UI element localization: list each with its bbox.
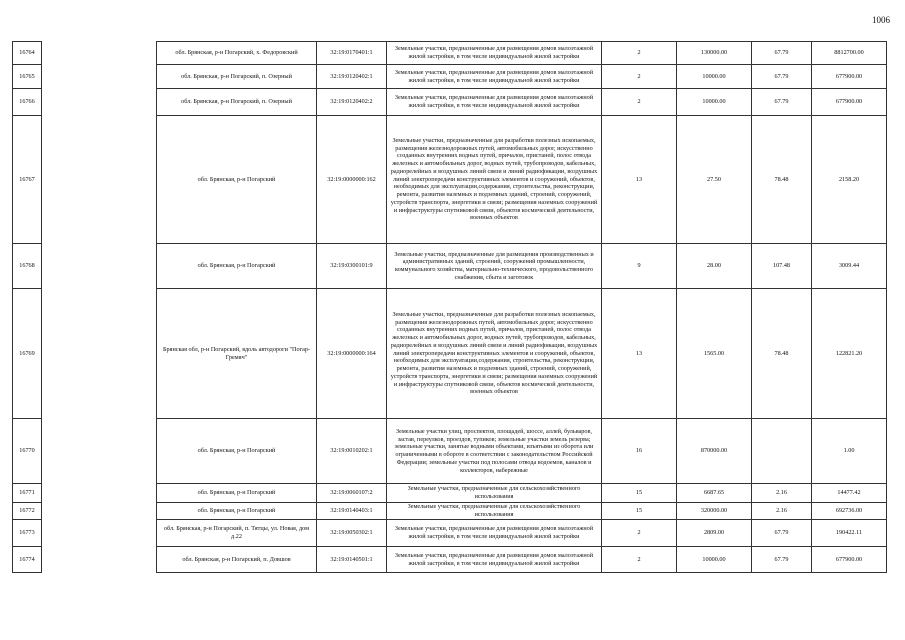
table-row xyxy=(13,116,887,244)
purpose-cell: Земельные участки, предназначенные для разработки полезных ископаемых, размещения железнодорожных путей, автомобильных дорог, искусственно созданных внутренних водных путей, причалов, пристаней, полос отвода железных и автомобильных дорог, водных путей, трубопроводов, кабельных, радиорелейных и воздушных линий связи и линий радиофикации, воздушных линий электропередачи конструктивных элементов и сооружений, объектов, необходимых для эксплуатации,содержания, строительства, реконструкции, ремонта, развития наземных и подземных зданий, строений, сооружений, устройств транспорта, энергетики и связи; размещения наземных сооружений и инфраструктуры спутниковой связи, объектов космической деятельности, военных объектов xyxy=(387,289,602,419)
area-cell: 10000.00 xyxy=(677,547,752,573)
address-cell: обл. Брянская, р-н Погарский xyxy=(157,503,317,520)
value-cell: 190422.11 xyxy=(812,520,887,547)
table-row xyxy=(13,89,887,116)
area-cell: 10000.00 xyxy=(677,89,752,116)
purpose-cell: Земельные участки, предназначенные для размещения домов малоэтажной жилой застройки, в том числе индивидуальной жилой застройки xyxy=(387,65,602,89)
table-row xyxy=(13,244,887,289)
row-id: 16772 xyxy=(13,503,42,520)
cadastral-number-cell: 32:19:0010202:1 xyxy=(317,419,387,484)
rate-cell: 78.48 xyxy=(752,116,812,244)
table-row xyxy=(13,42,887,65)
group-cell: 15 xyxy=(602,484,677,503)
cadastral-number-cell: 32:19:0300101:9 xyxy=(317,244,387,289)
purpose-cell: Земельные участки, предназначенные для размещения домов малоэтажной жилой застройки, в том числе индивидуальной жилой застройки xyxy=(387,42,602,65)
value-cell: 8812700.00 xyxy=(812,42,887,65)
group-cell: 2 xyxy=(602,42,677,65)
table-row xyxy=(13,419,887,484)
spacer-cell xyxy=(42,42,157,65)
value-cell: 2158.20 xyxy=(812,116,887,244)
purpose-cell: Земельные участки, предназначенные для размещения домов малоэтажной жилой застройки, в том числе индивидуальной жилой застройки xyxy=(387,547,602,573)
spacer-cell xyxy=(42,503,157,520)
cadastral-number-cell: 32:19:0050302:1 xyxy=(317,520,387,547)
spacer-cell xyxy=(42,520,157,547)
area-cell: 6687.65 xyxy=(677,484,752,503)
address-cell: обл. Брянская, р-н Погарский, п. Озерный xyxy=(157,89,317,116)
value-cell: 677900.00 xyxy=(812,65,887,89)
purpose-cell: Земельные участки, предназначенные для сельскохозяйственного использования xyxy=(387,484,602,503)
group-cell: 2 xyxy=(602,520,677,547)
group-cell: 13 xyxy=(602,289,677,419)
cadastral-number-cell: 32:19:0140403:1 xyxy=(317,503,387,520)
row-id: 16766 xyxy=(13,89,42,116)
area-cell: 870000.00 xyxy=(677,419,752,484)
rate-cell: 67.79 xyxy=(752,65,812,89)
spacer-cell xyxy=(42,547,157,573)
row-id: 16774 xyxy=(13,547,42,573)
table-row xyxy=(13,65,887,89)
address-cell: Брянская обл, р-н Погарский, вдоль автодороги "Погар-Гремяч" xyxy=(157,289,317,419)
cadastral-number-cell: 32:19:0000000:164 xyxy=(317,289,387,419)
purpose-cell: Земельные участки, предназначенные для разработки полезных ископаемых, размещения железнодорожных путей, автомобильных дорог, искусственно созданных внутренних водных путей, причалов, пристаней, полос отвода железных и автомобильных дорог, водных путей, трубопроводов, кабельных, радиорелейных и воздушных линий связи и линий радиофикации, воздушных линий электропередачи конструктивных элементов и сооружений, объектов, необходимых для эксплуатации,содержания, строительства, реконструкции, ремонта, развития наземных и подземных зданий, строений, сооружений, устройств транспорта, энергетики и связи; размещения наземных сооружений и инфраструктуры спутниковой связи, объектов космической деятельности, военных объектов xyxy=(387,116,602,244)
spacer-cell xyxy=(42,65,157,89)
group-cell: 2 xyxy=(602,65,677,89)
address-cell: обл. Брянская, р-н Погарский xyxy=(157,244,317,289)
spacer-cell xyxy=(42,419,157,484)
area-cell: 10000.00 xyxy=(677,65,752,89)
row-id: 16769 xyxy=(13,289,42,419)
cadastral-number-cell: 32:19:0060107:2 xyxy=(317,484,387,503)
group-cell: 15 xyxy=(602,503,677,520)
spacer-cell xyxy=(42,484,157,503)
value-cell: 692736.00 xyxy=(812,503,887,520)
address-cell: обл. Брянская, р-н Погарский xyxy=(157,116,317,244)
rate-cell: 67.79 xyxy=(752,42,812,65)
address-cell: обл. Брянская, р-н Погарский, п. Довшов xyxy=(157,547,317,573)
table-row xyxy=(13,289,887,419)
row-id: 16771 xyxy=(13,484,42,503)
row-id: 16770 xyxy=(13,419,42,484)
value-cell: 14477.42 xyxy=(812,484,887,503)
group-cell: 2 xyxy=(602,89,677,116)
rate-cell: 67.79 xyxy=(752,89,812,116)
table-row xyxy=(13,484,887,503)
value-cell: 677900.00 xyxy=(812,89,887,116)
cadastral-number-cell: 32:19:0120402:1 xyxy=(317,65,387,89)
table-row xyxy=(13,547,887,573)
address-cell: обл. Брянская, р-н Погарский, п. Озерный xyxy=(157,65,317,89)
spacer-cell xyxy=(42,116,157,244)
rate-cell: 78.48 xyxy=(752,289,812,419)
spacer-cell xyxy=(42,89,157,116)
purpose-cell: Земельные участки, предназначенные для размещения производственных и административных зданий, строений, сооружений промышленности, коммунального хозяйства, материально-технического, продовольственного снабжения, сбыта и заготовок xyxy=(387,244,602,289)
purpose-cell: Земельные участки, предназначенные для размещения домов малоэтажной жилой застройки, в том числе индивидуальной жилой застройки xyxy=(387,89,602,116)
cadastral-number-cell: 32:19:0170401:1 xyxy=(317,42,387,65)
cadastral-number-cell: 32:19:0120402:2 xyxy=(317,89,387,116)
row-id: 16765 xyxy=(13,65,42,89)
cadastral-number-cell: 32:19:0000000:162 xyxy=(317,116,387,244)
area-cell: 2809.00 xyxy=(677,520,752,547)
table-row xyxy=(13,503,887,520)
address-cell: обл. Брянская, р-н Погарский, п. Тятцы, ул. Новая, дом д.22 xyxy=(157,520,317,547)
address-cell: обл. Брянская, р-н Погарский, х. Федоровский xyxy=(157,42,317,65)
row-id: 16773 xyxy=(13,520,42,547)
address-cell: обл. Брянская, р-н Погарский xyxy=(157,419,317,484)
address-cell: обл. Брянская, р-н Погарский xyxy=(157,484,317,503)
group-cell: 2 xyxy=(602,547,677,573)
row-id: 16764 xyxy=(13,42,42,65)
row-id: 16767 xyxy=(13,116,42,244)
area-cell: 27.50 xyxy=(677,116,752,244)
page-number: 1006 xyxy=(872,15,890,25)
group-cell: 9 xyxy=(602,244,677,289)
spacer-cell xyxy=(42,289,157,419)
area-cell: 28.00 xyxy=(677,244,752,289)
area-cell: 320000.00 xyxy=(677,503,752,520)
purpose-cell: Земельные участки, предназначенные для сельскохозяйственного использования xyxy=(387,503,602,520)
group-cell: 16 xyxy=(602,419,677,484)
purpose-cell: Земельные участки, предназначенные для размещения домов малоэтажной жилой застройки, в том числе индивидуальной жилой застройки xyxy=(387,520,602,547)
rate-cell: 107.48 xyxy=(752,244,812,289)
row-id: 16768 xyxy=(13,244,42,289)
cadastral-number-cell: 32:19:0140501:1 xyxy=(317,547,387,573)
rate-cell: 67.79 xyxy=(752,547,812,573)
value-cell: 3009.44 xyxy=(812,244,887,289)
table-row xyxy=(13,520,887,547)
rate-cell: 67.79 xyxy=(752,520,812,547)
group-cell: 13 xyxy=(602,116,677,244)
value-cell: 122821.20 xyxy=(812,289,887,419)
value-cell: 677900.00 xyxy=(812,547,887,573)
rate-cell xyxy=(752,419,812,484)
area-cell: 1565.00 xyxy=(677,289,752,419)
value-cell: 1.00 xyxy=(812,419,887,484)
land-parcels-table xyxy=(12,41,887,573)
purpose-cell: Земельные участки улиц, проспектов, площадей, шоссе, аллей, бульваров, застав, переулков, проездов, тупиков; земельные участки земель резерва; земельные участки, занятые водными объектами, изъятыми из оборота или ограниченными в обороте в соответствии с законодательством Российской Федерации; земельные участки под полосами отвода водоемов, каналов и коллекторов, набережные xyxy=(387,419,602,484)
rate-cell: 2.16 xyxy=(752,503,812,520)
rate-cell: 2.16 xyxy=(752,484,812,503)
spacer-cell xyxy=(42,244,157,289)
area-cell: 130000.00 xyxy=(677,42,752,65)
